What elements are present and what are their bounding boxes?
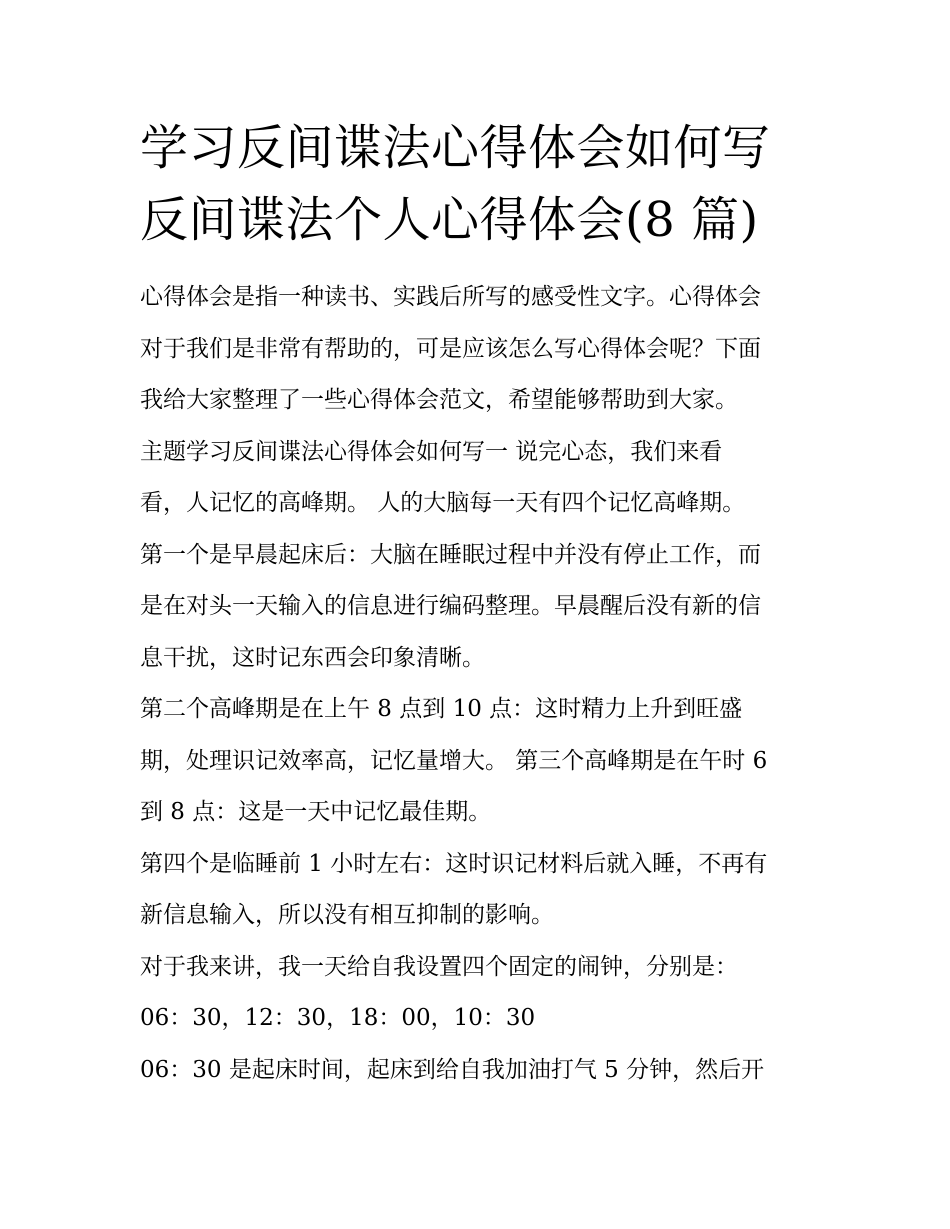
text-line: 新信息输入，所以没有相互抑制的影响。 [140,902,554,928]
text-line: 06：30，12：30，18：00，10：30 [140,1005,536,1031]
text-line: 第四个是临睡前 1 小时左右：这时识记材料后就入睡，不再有 [140,850,768,877]
title-line: 学习反间谍法心得体会如何写 [140,120,771,176]
text-line: 第二个高峰期是在上午 8 点到 10 点：这时精力上升到旺盛 [140,696,743,722]
text-line: 是在对头一天输入的信息进行编码整理。早晨醒后没有新的信 [140,593,761,619]
text-line: 第一个是早晨起床后：大脑在睡眠过程中并没有停止工作，而 [140,541,761,568]
text-line: 心得体会是指一种读书、实践后所写的感受性文字。心得体会 [140,284,761,310]
paragraph-first-peak [140,530,820,685]
text-line: 我给大家整理了一些心得体会范文，希望能够帮助到大家。 [140,387,738,413]
document-page [140,112,820,1096]
paragraph-fourth-peak [140,839,820,942]
paragraph-morning-routine [140,1045,820,1097]
document-title [140,112,820,256]
paragraph-alarms-intro [140,942,820,994]
text-line: 期，处理识记效率高，记忆量增大。 第三个高峰期是在午时 6 [140,747,768,774]
text-line: 息干扰，这时记东西会印象清晰。 [140,644,485,671]
paragraph-second-third-peak [140,684,820,839]
text-line: 看，人记忆的高峰期。 人的大脑每一天有四个记忆高峰期。 [140,490,746,516]
text-line: 到 8 点：这是一天中记忆最佳期。 [140,799,492,825]
text-line: 对于我来讲，我一天给自我设置四个固定的闹钟，分别是： [140,953,738,980]
paragraph-topic [140,427,820,530]
paragraph-intro [140,272,820,427]
paragraph-alarm-times [140,993,820,1045]
text-line: 06：30 是起床时间，起床到给自我加油打气 5 分钟，然后开 [140,1056,765,1083]
title-line: 反间谍法个人心得体会(8 篇) [140,192,759,248]
text-line: 主题学习反间谍法心得体会如何写一 说完心态，我们来看 [140,438,723,465]
text-line: 对于我们是非常有帮助的，可是应该怎么写心得体会呢？下面 [140,335,761,362]
document-body [140,272,820,1096]
